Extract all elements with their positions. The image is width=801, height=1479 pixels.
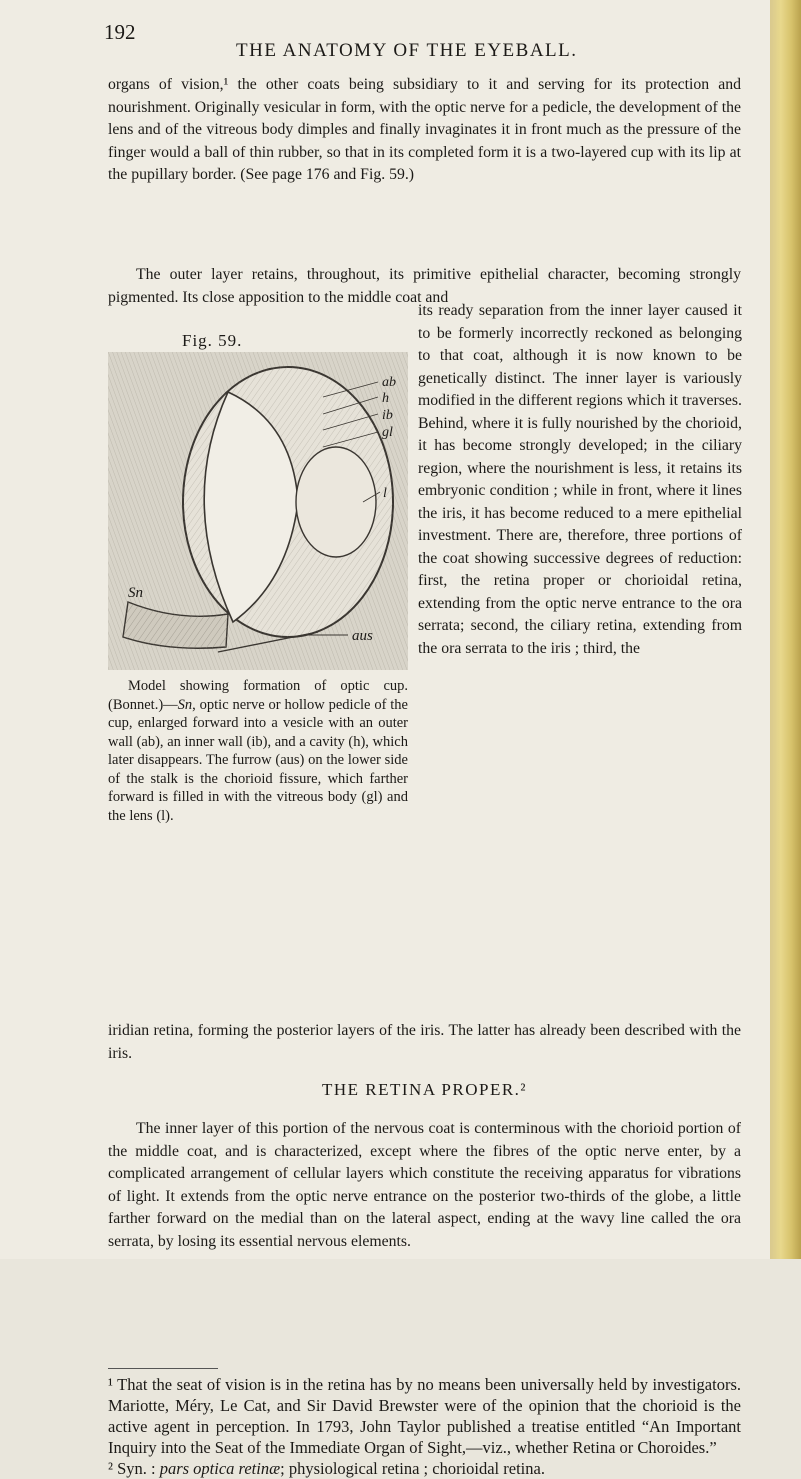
page-binding-edge: [770, 0, 801, 1259]
footnote-1: ¹ That the seat of vision is in the retina has by no means been universally held by investigators. Mariotte, Méry, Le Cat, and Sir David Brewster were of the opinion that the chorioid is the active agent in perception. In 1793, John Taylor published a treatise entitled “An Important Inquiry into the Seat of the Immediate Organ of Sight,—viz., whether Retina or Choroides.”: [108, 1375, 741, 1457]
label-ib: ib: [382, 408, 393, 423]
figure-59-illustration: [108, 352, 408, 670]
label-sn: Sn: [128, 585, 143, 601]
paragraph-2-top: The outer layer retains, throughout, its primitive epithelial character, becoming strongly pigmented. Its close apposition to the middle coat and: [108, 266, 741, 306]
page-number: 192: [104, 20, 136, 44]
footnote-2-italic: pars optica retinæ: [159, 1459, 281, 1478]
paragraph-1: organs of vision,¹ the other coats being subsidiary to it and serving for its protection and nourishment. Originally vesicular in form, with the optic nerve for a pedicle, the development of the lens and of the vitreous body dimples and finally invaginates it in front much as the pressure of the finger would a ball of thin rubber, so that in its completed form it is a two-layered cup with its lip at the pupillary border. (See page 176 and Fig. 59.): [108, 76, 741, 184]
footnote-2-lead: ² Syn. :: [108, 1459, 160, 1478]
caption-lead: Model showing formation of optic cup. (Bonnet.)—: [108, 678, 408, 713]
label-ab: ab: [382, 375, 396, 390]
optic-cup-model-drawing: [108, 352, 408, 670]
label-aus: aus: [352, 628, 373, 644]
footnote-2-rest: ; physiological retina ; chorioidal retina.: [280, 1459, 545, 1478]
section-heading: THE RETINA PROPER.²: [321, 1080, 528, 1099]
label-h: h: [382, 391, 389, 406]
figure-label: Fig. 59.: [182, 331, 243, 350]
caption-sn: Sn: [177, 696, 193, 713]
label-gl: gl: [382, 425, 393, 440]
footnote-rule: [108, 1368, 218, 1369]
label-l: l: [383, 486, 387, 501]
caption-rest: , optic nerve or hollow pedicle of the cup, enlarged forward into a vesicle with an outer wall (ab), an inner wall (ib), and a cavity (h), which later disappears. The furrow (aus) on the lower side of the stalk is the chorioid fissure, which farther forward is filled in with the vitreous body (gl) and the lens (l).: [108, 696, 408, 824]
running-head: THE ANATOMY OF THE EYEBALL.: [236, 40, 578, 61]
footnote-2: [108, 1458, 741, 1479]
paragraph-2-bottom: iridian retina, forming the posterior layers of the iris. The latter has already been described with the iris.: [108, 1022, 741, 1062]
paragraph-3: The inner layer of this portion of the nervous coat is conterminous with the chorioid portion of the middle coat, and is characterized, except where the fibres of the optic nerve enter, by a complicated arrangement of cellular layers which constitute the receiving apparatus for vibrations of light. It extends from the optic nerve entrance on the posterior two-thirds of the globe, a little farther forward on the medial than on the lateral aspect, ending at the wavy line called the ora serrata, by losing its essential nervous elements.: [108, 1120, 741, 1250]
paragraph-2-wrapped: its ready separation from the inner layer caused it to be formerly incorrectly reckoned as belonging to that coat, although it is now known to be genetically distinct. The inner layer is variously modified in the different regions which it traverses. Behind, where it is fully nourished by the chorioid, it has become strongly developed; in the ciliary region, where the nourishment is less, it retains its embryonic condition ; while in front, where it lines the iris, it has become reduced to a mere epithelial investment. There are, therefore, three portions of the coat showing successive degrees of reduction: first, the retina proper or chorioidal retina, extending from the optic nerve entrance to the ora serrata; second, the ciliary retina, extending from the ora serrata to the iris ; third, the: [418, 302, 742, 657]
figure-caption: [108, 677, 408, 825]
